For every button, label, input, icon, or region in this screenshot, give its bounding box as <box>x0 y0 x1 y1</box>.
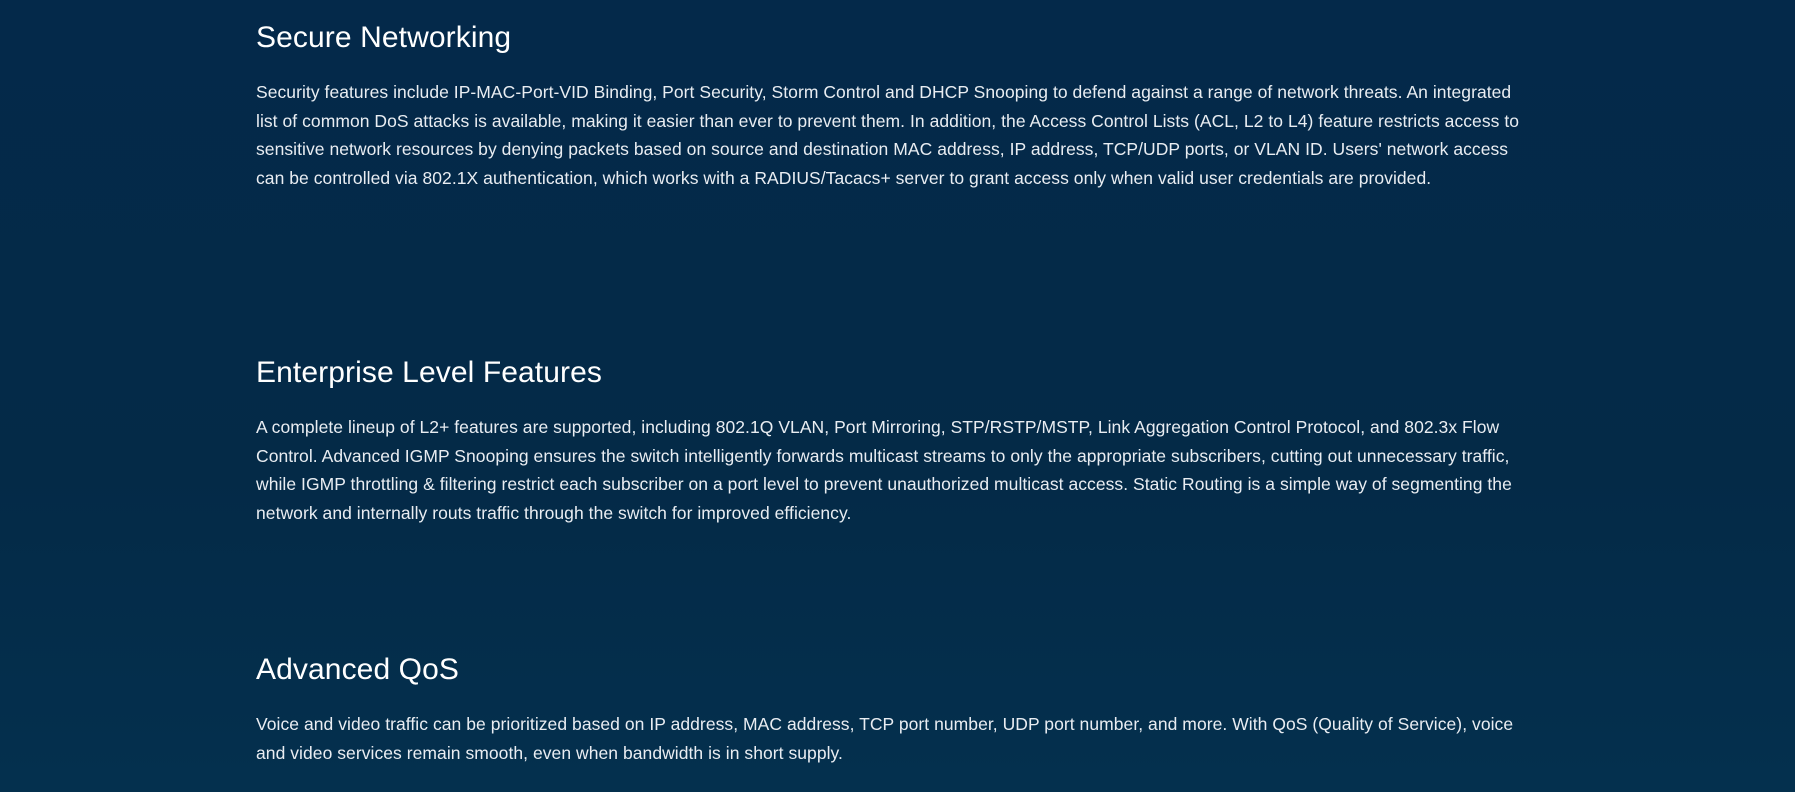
section-secure-networking <box>256 20 1546 192</box>
section-heading: Enterprise Level Features <box>256 356 603 389</box>
section-body: Voice and video traffic can be prioritized based on IP address, MAC address, TCP port number, UDP port number, and more. With QoS (Quality of Service), voice and video services remain smooth, even when bandwidth is in short supply. <box>256 714 1514 763</box>
section-body: Security features include IP-MAC-Port-VID Binding, Port Security, Storm Control and DHCP Snooping to defend against a range of network threats. An integrated list of common DoS attacks is available, making it easier than ever to prevent them. In addition, the Access Control Lists (ACL, L2 to L4) feature restricts access to sensitive network resources by denying packets based on source and destination MAC address, IP address, TCP/UDP ports, or VLAN ID. Users' network access can be controlled via 802.1X authentication, which works with a RADIUS/Tacacs+ server to grant access only when valid user credentials are provided. <box>256 82 1520 188</box>
section-heading: Advanced QoS <box>256 653 459 686</box>
section-body: A complete lineup of L2+ features are supported, including 802.1Q VLAN, Port Mirroring, STP/RSTP/MSTP, Link Aggregation Control Protocol, and 802.3x Flow Control. Advanced IGMP Snooping ensures the switch intelligently forwards multicast streams to only the appropriate subscribers, cutting out unnecessary traffic, while IGMP throttling & filtering restrict each subscriber on a port level to prevent unauthorized multicast access. Static Routing is a simple way of segmenting the network and internally routs traffic through the switch for improved efficiency. <box>256 417 1512 523</box>
section-enterprise-level-features <box>256 355 1546 527</box>
section-advanced-qos <box>256 652 1546 767</box>
section-heading: Secure Networking <box>256 21 512 54</box>
